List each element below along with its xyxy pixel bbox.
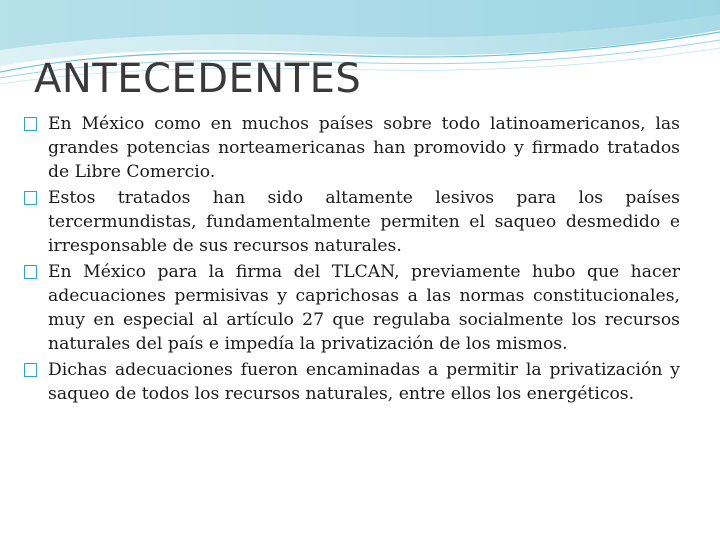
bullet-text: Dichas adecuaciones fueron encaminadas a permitir la privatización y saqueo de todos los recursos naturales, entre ellos los energéticos. [48,360,680,404]
slide-title: ANTECEDENTES [34,56,362,102]
bullet-list [24,112,680,408]
bullet-text: En México como en muchos países sobre todo latinoamericanos, las grandes potencias norteamericanas han promovido y firmado tratados de Libre Comercio. [48,114,680,182]
square-bullet-icon [24,117,37,131]
bullet-item [24,260,680,356]
square-bullet-icon [24,363,37,377]
bullet-item [24,186,680,258]
bullet-text: En México para la firma del TLCAN, previamente hubo que hacer adecuaciones permisivas y caprichosas a las normas constitucionales, muy en especial al artículo 27 que regulaba socialmente los recursos naturales del país e impedía la privatización de los mismos. [48,262,680,354]
bullet-item [24,358,680,406]
bullet-item [24,112,680,184]
bullet-text: Estos tratados han sido altamente lesivos para los países tercermundistas, fundamentalmente permiten el saqueo desmedido e irresponsable de sus recursos naturales. [48,188,680,256]
square-bullet-icon [24,191,37,205]
square-bullet-icon [24,265,37,279]
